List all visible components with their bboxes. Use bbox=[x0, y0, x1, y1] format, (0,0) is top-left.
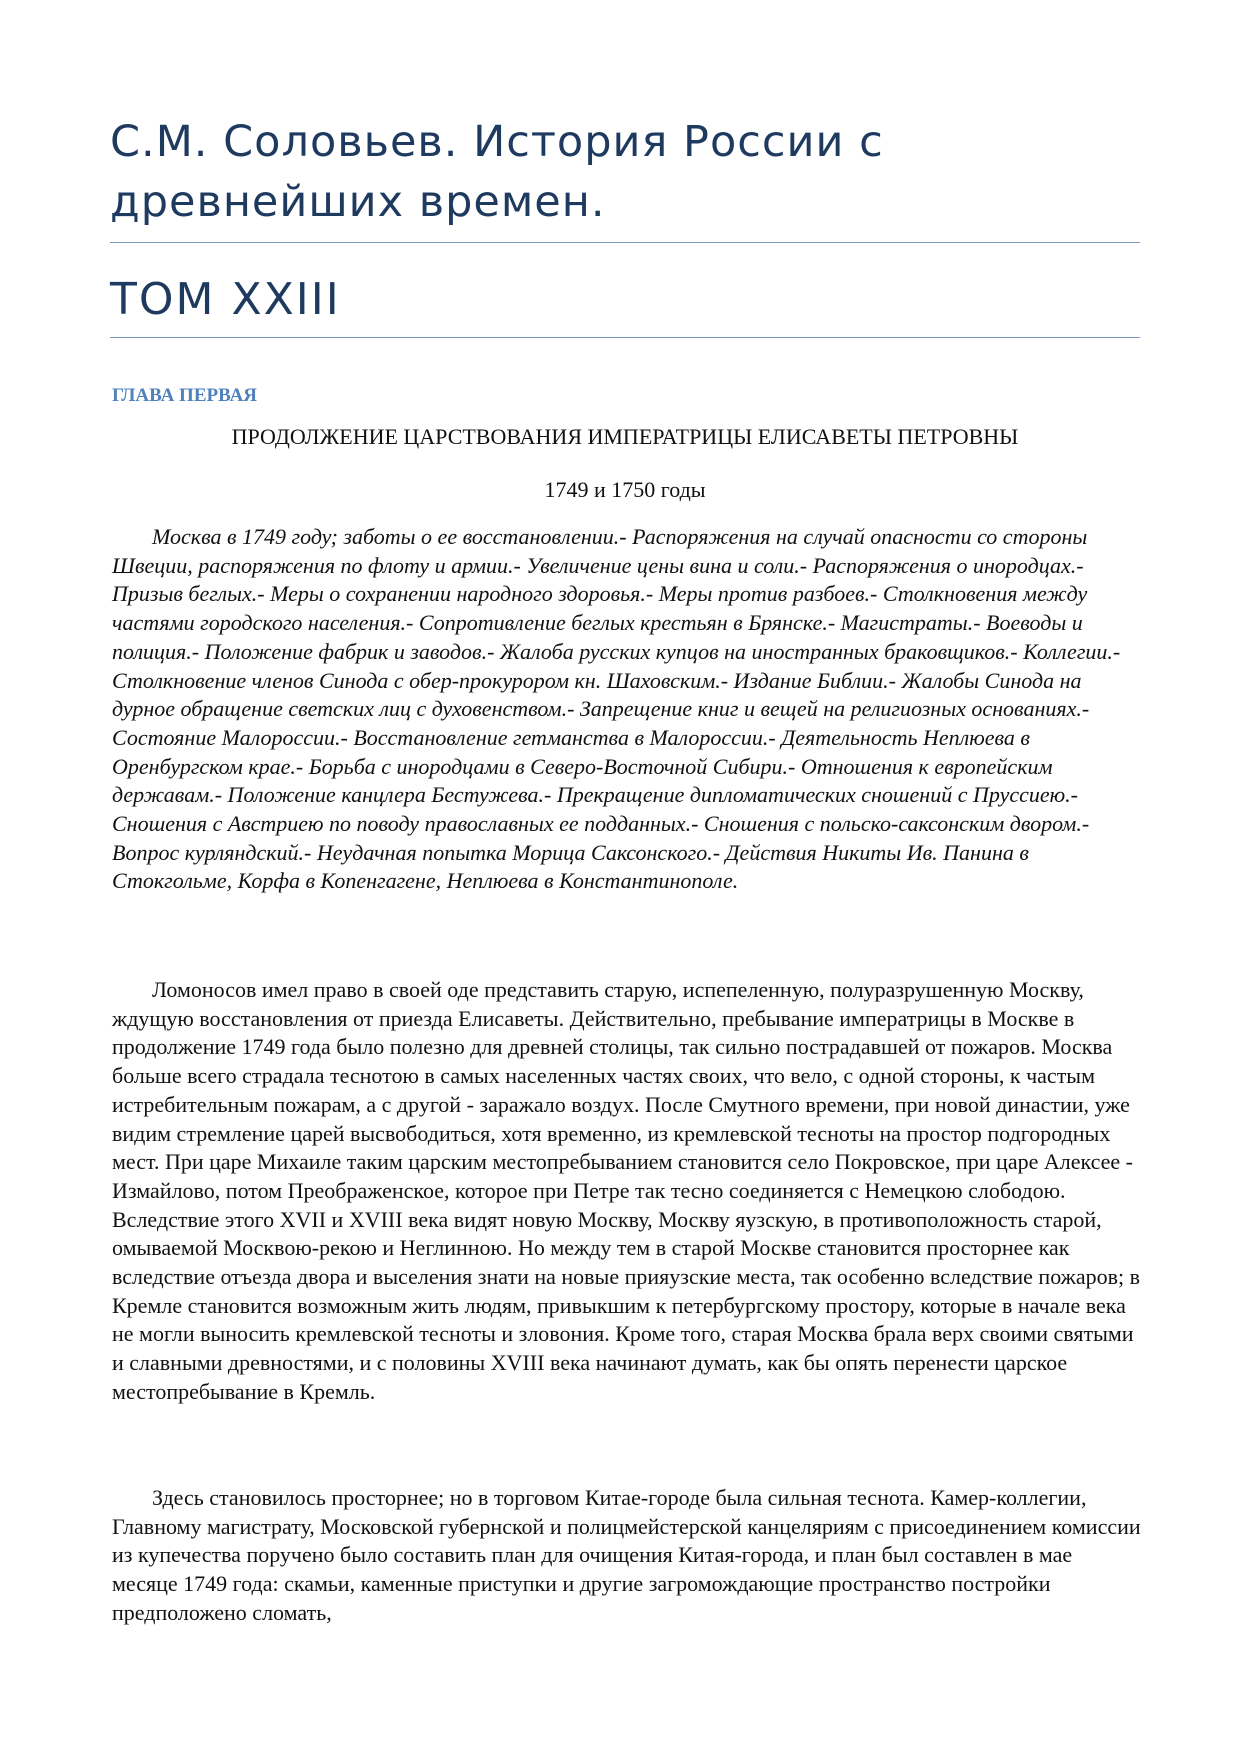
document-title: С.М. Соловьев. История России с древнейших времен. bbox=[110, 117, 884, 227]
title-divider bbox=[110, 242, 1140, 243]
chapter-summary: Москва в 1749 году; заботы о ее восстановлении.- Распоряжения на случай опасности со стороны Швеции, распоряжения по флоту и армии.- Увеличение цены вина и соли.- Распоряжения о инородцах.- Призыв беглых.- Меры о сохранении народного здоровья.- Меры против разбоев.- Столкновения между частями городского населения.- Сопротивление беглых крестьян в Брянске.- Магистраты.- Воеводы и полиция.- Положение фабрик и заводов.- Жалоба русских купцов на иностранных браковщиков.- Коллегии.- Столкновение членов Синода с обер-прокурором кн. Шаховским.- Издание Библии.- Жалобы Синода на дурное обращение светских лиц с духовенством.- Запрещение книг и вещей на религиозных основаниях.- Состояние Малороссии.- Восстановление гетманства в Малороссии.- Деятельность Неплюева в Оренбургском крае.- Борьба с инородцами в Северо-Восточной Сибири.- Отношения к европейским державам.- Положение канцлера Бестужева.- Прекращение дипломатических сношений с Пруссиею.- Сношения с Австриею по поводу православных ее подданных.- Сношения с польско-саксонским двором.- Вопрос курляндский.- Неудачная попытка Морица Саксонского.- Действия Никиты Ив. Панина в Стокгольме, Корфа в Копенгагене, Неплюева в Константинополе. bbox=[112, 524, 1121, 894]
chapter-years: 1749 и 1750 годы bbox=[544, 477, 706, 502]
chapter-label: ГЛАВА ПЕРВАЯ bbox=[112, 385, 258, 406]
volume-heading: ТОМ XXIII bbox=[110, 274, 341, 325]
chapter-title: ПРОДОЛЖЕНИЕ ЦАРСТВОВАНИЯ ИМПЕРАТРИЦЫ ЕЛИСАВЕТЫ ПЕТРОВНЫ bbox=[231, 424, 1019, 449]
volume-divider bbox=[110, 337, 1140, 338]
body-paragraph: Здесь становилось просторнее; но в торговом Китае-городе была сильная теснота. Камер-коллегии, Главному магистрату, Московской губернской и полицмейстерской канцеляриям с присоединением комиссии из купечества поручено было составить план для очищения Китая-города, и план был составлен в мае месяце 1749 года: скамьи, каменные приступки и другие загромождающие пространство постройки предположено сломать, bbox=[112, 1485, 1141, 1625]
body-paragraph: Ломоносов имел право в своей оде представить старую, испепеленную, полуразрушенную Москву, ждущую восстановления от приезда Елисаветы. Действительно, пребывание императрицы в Москве в продолжение 1749 года было полезно для древней столицы, так сильно пострадавшей от пожаров. Москва больше всего страдала теснотою в самых населенных частях своих, что вело, с одной стороны, к частым истребительным пожарам, а с другой - заражало воздух. После Смутного времени, при новой династии, уже видим стремление царей высвободиться, хотя временно, из кремлевской тесноты на простор подгородных мест. При царе Михаиле таким царским местопребыванием становится село Покровское, при царе Алексее - Измайлово, потом Преображенское, которое при Петре так тесно соединяется с Немецкою слободою. Вследствие этого XVII и XVIII века видят новую Москву, Москву яузскую, в противоположность старой, омываемой Москвою-рекою и Неглинною. Но между тем в старой Москве становится просторнее как вследствие отъезда двора и выселения знати на новые прияузские места, так особенно вследствие пожаров; в Кремле становится возможным жить людям, привыкшим к петербургскому простору, которые в начале века не могли выносить кремлевской тесноты и зловония. Кроме того, старая Москва брала верх своими святыми и славными древностями, и с половины XVIII века начинают думать, как бы опять перенести царское местопребывание в Кремль. bbox=[112, 977, 1141, 1404]
